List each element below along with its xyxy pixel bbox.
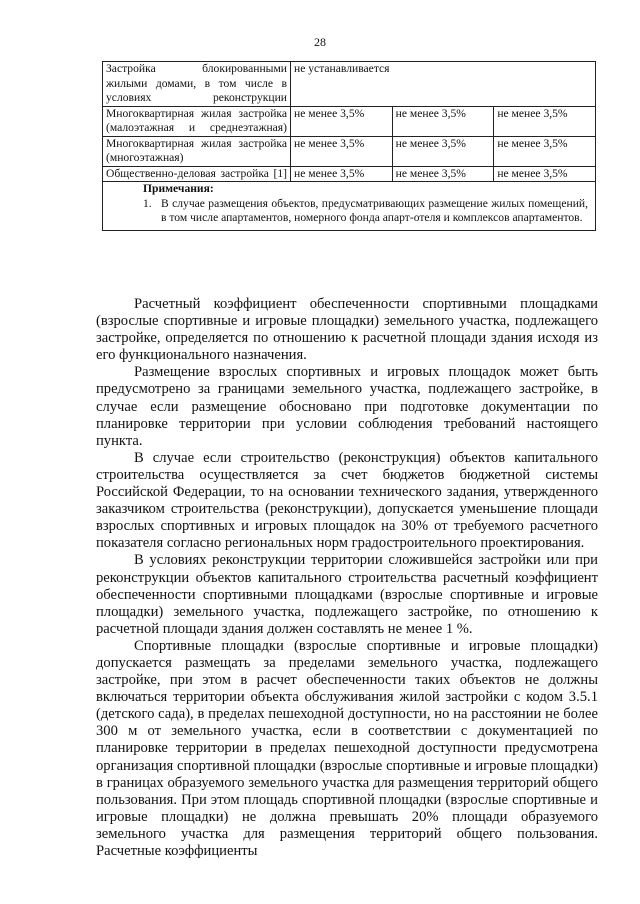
table-cell-label: Многоквартирная жилая застройка (многоэтажная) bbox=[103, 136, 291, 166]
table-cell-value: не менее 3,5% bbox=[494, 166, 596, 182]
table-cell-value: не менее 3,5% bbox=[291, 106, 393, 136]
table-row bbox=[103, 166, 596, 182]
table-cell-label: Застройка блокированными жилыми домами, в том числе в условиях реконструкции bbox=[103, 62, 291, 107]
paragraph: Спортивные площадки (взрослые спортивные и игровые площадки) допускается размещать за пределами земельного участка, подлежащего застройке, при этом в расчет обеспеченности таких объектов не должны включаться территории объекта обслуживания жилой застройки с кодом 3.5.1 (детского сада), в пределах пешеходной доступности, но на расстоянии не более 300 м от земельного участка, если в соответствии с документацией по планировке территории в пределах пешеходной доступности предусмотрена организация спортивной площадки (взрослые спортивные и игровые площадки) в границах образуемого земельного участка для размещения территорий общего пользования. При этом площадь спортивной площадки (взрослые спортивные и игровые площадки) не должна превышать 20% площади образуемого земельного участка для размещения территорий общего пользования. Расчетные коэффициенты bbox=[96, 637, 598, 859]
page-number: 28 bbox=[314, 35, 326, 49]
table-cell-value: не устанавливается bbox=[291, 62, 596, 107]
paragraph: Размещение взрослых спортивных и игровых площадок может быть предусмотрено за границами земельного участка, подлежащего застройке, в случае если размещение обосновано при подготовке документации по планировке территории при условии соблюдения требований настоящего пункта. bbox=[96, 364, 598, 449]
note-text: В случае размещения объектов, предусматривающих размещение жилых помещений, в том числе апартаментов, номерного фонда апарт-отеля и комплексов апартаментов. bbox=[161, 196, 588, 224]
paragraph: Расчетный коэффициент обеспеченности спортивными площадками (взрослые спортивные и игровые площадки) земельного участка, подлежащего застройке, определяется по отношению к расчетной площади здания исходя из его функционального назначения. bbox=[96, 296, 598, 364]
notes-title: Примечания: bbox=[143, 182, 214, 195]
note-number: 1. bbox=[143, 196, 152, 210]
table-cell-value: не менее 3,5% bbox=[392, 106, 494, 136]
paragraph: В случае если строительство (реконструкция) объектов капитального строительства осуществляется за счет бюджетов бюджетной системы Российской Федерации, то на основании технического задания, утвержденного заказчиком строительства (реконструкции), допускается уменьшение площади взрослых спортивных и игровых площадок на 30% от требуемого расчетного показателя согласно региональных норм градостроительного проектирования. bbox=[96, 449, 598, 552]
table-cell-value: не менее 3,5% bbox=[291, 136, 393, 166]
table-row bbox=[103, 136, 596, 166]
norms-table bbox=[102, 61, 596, 231]
paragraph: В условиях реконструкции территории сложившейся застройки или при реконструкции объектов капитального строительства расчетный коэффициент обеспеченности спортивными площадками (взрослые спортивные и игровые площадки) земельного участка, подлежащего застройке, по отношению к расчетной площади здания должен составлять не менее 1 %. bbox=[96, 552, 598, 637]
table-row bbox=[103, 106, 596, 136]
table-cell-value: не менее 3,5% bbox=[494, 106, 596, 136]
table-cell-value: не менее 3,5% bbox=[392, 136, 494, 166]
table-cell-value: не менее 3,5% bbox=[291, 166, 393, 182]
table-notes-row bbox=[103, 182, 596, 231]
table-notes bbox=[103, 182, 596, 231]
table-cell-value: не менее 3,5% bbox=[494, 136, 596, 166]
table-cell-label: Общественно-деловая застройка [1] bbox=[103, 166, 291, 182]
body-text bbox=[96, 296, 598, 860]
table-cell-value: не менее 3,5% bbox=[392, 166, 494, 182]
table-cell-label: Многоквартирная жилая застройка (малоэтажная и среднеэтажная) bbox=[103, 106, 291, 136]
table-row bbox=[103, 62, 596, 107]
note-item bbox=[106, 197, 592, 230]
